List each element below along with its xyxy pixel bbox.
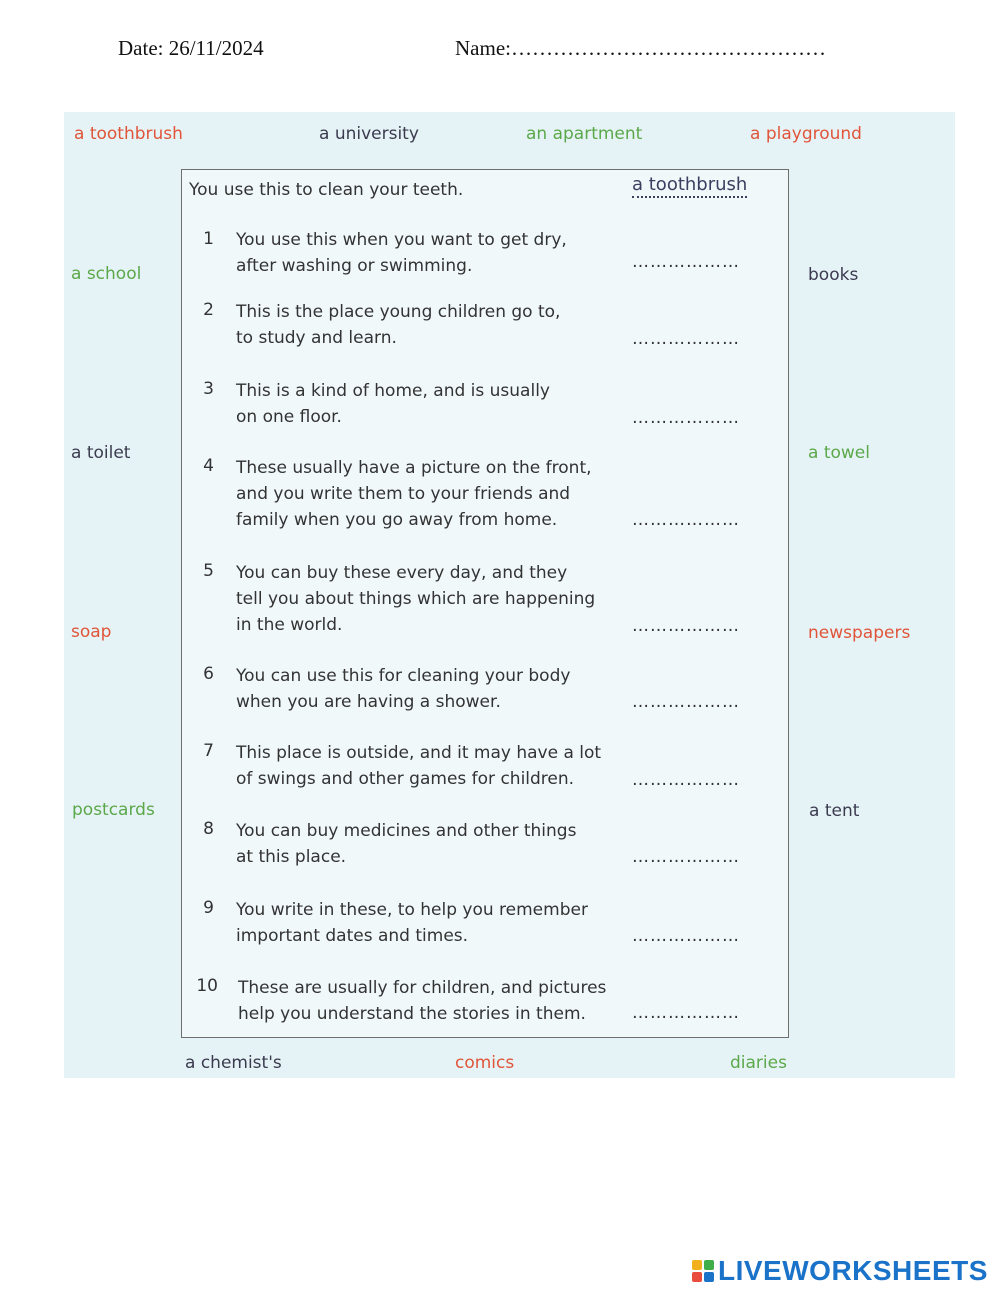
liveworksheets-brand xyxy=(692,1255,988,1287)
answer-blank[interactable]: ……………… xyxy=(632,252,740,272)
answer-blank[interactable]: ……………… xyxy=(632,692,740,712)
question-number: 10 xyxy=(196,976,218,996)
question-text: You can buy medicines and other things at this place. xyxy=(236,821,577,867)
word-apartment: an apartment xyxy=(526,124,643,144)
word-university: a university xyxy=(319,124,419,144)
word-books: books xyxy=(808,265,859,285)
example-question: You use this to clean your teeth. xyxy=(189,180,464,200)
brand-name: LIVEWORKSHEETS xyxy=(718,1255,988,1286)
question-number: 5 xyxy=(203,561,214,581)
question-number: 9 xyxy=(203,898,214,918)
question-text: You can use this for cleaning your body when you are having a shower. xyxy=(236,666,571,712)
liveworksheets-logo-icon xyxy=(692,1260,714,1282)
word-toothbrush: a toothbrush xyxy=(74,124,183,144)
question-number: 8 xyxy=(203,819,214,839)
question-text: These are usually for children, and pictures help you understand the stories in them. xyxy=(238,978,607,1024)
question-text: You write in these, to help you remember important dates and times. xyxy=(236,900,588,946)
answer-blank[interactable]: ……………… xyxy=(632,847,740,867)
word-soap: soap xyxy=(71,622,112,642)
word-school: a school xyxy=(71,264,142,284)
question-text: This place is outside, and it may have a lot of swings and other games for children. xyxy=(236,743,602,789)
example-answer: a toothbrush xyxy=(632,174,747,198)
word-chemists: a chemist's xyxy=(185,1053,282,1073)
answer-blank[interactable]: ……………… xyxy=(632,616,740,636)
question-number: 2 xyxy=(203,300,214,320)
question-text: You can buy these every day, and they tell you about things which are happening in the world. xyxy=(236,563,596,635)
answer-blank[interactable]: ……………… xyxy=(632,329,740,349)
answer-blank[interactable]: ……………… xyxy=(632,408,740,428)
question-text: This is a kind of home, and is usually on one floor. xyxy=(236,381,550,427)
question-text: This is the place young children go to, to study and learn. xyxy=(236,302,561,348)
word-tent: a tent xyxy=(809,801,860,821)
question-number: 3 xyxy=(203,379,214,399)
word-diaries: diaries xyxy=(730,1053,787,1073)
question-number: 1 xyxy=(203,229,214,249)
word-comics: comics xyxy=(455,1053,515,1073)
answer-blank[interactable]: ……………… xyxy=(632,926,740,946)
word-postcards: postcards xyxy=(72,800,155,820)
question-number: 6 xyxy=(203,664,214,684)
answer-blank[interactable]: ……………… xyxy=(632,770,740,790)
question-text: You use this when you want to get dry, after washing or swimming. xyxy=(236,230,567,276)
date-label: Date: 26/11/2024 xyxy=(118,36,264,60)
word-playground: a playground xyxy=(750,124,862,144)
word-towel: a towel xyxy=(808,443,870,463)
question-text: These usually have a picture on the front, and you write them to your friends and family when you go away from home. xyxy=(236,458,592,530)
name-field[interactable]: Name:……………………………………… xyxy=(455,36,826,60)
answer-blank[interactable]: ……………… xyxy=(632,1003,740,1023)
question-number: 7 xyxy=(203,741,214,761)
answer-blank[interactable]: ……………… xyxy=(632,510,740,530)
word-newspapers: newspapers xyxy=(808,623,911,643)
question-number: 4 xyxy=(203,456,214,476)
word-toilet: a toilet xyxy=(71,443,131,463)
